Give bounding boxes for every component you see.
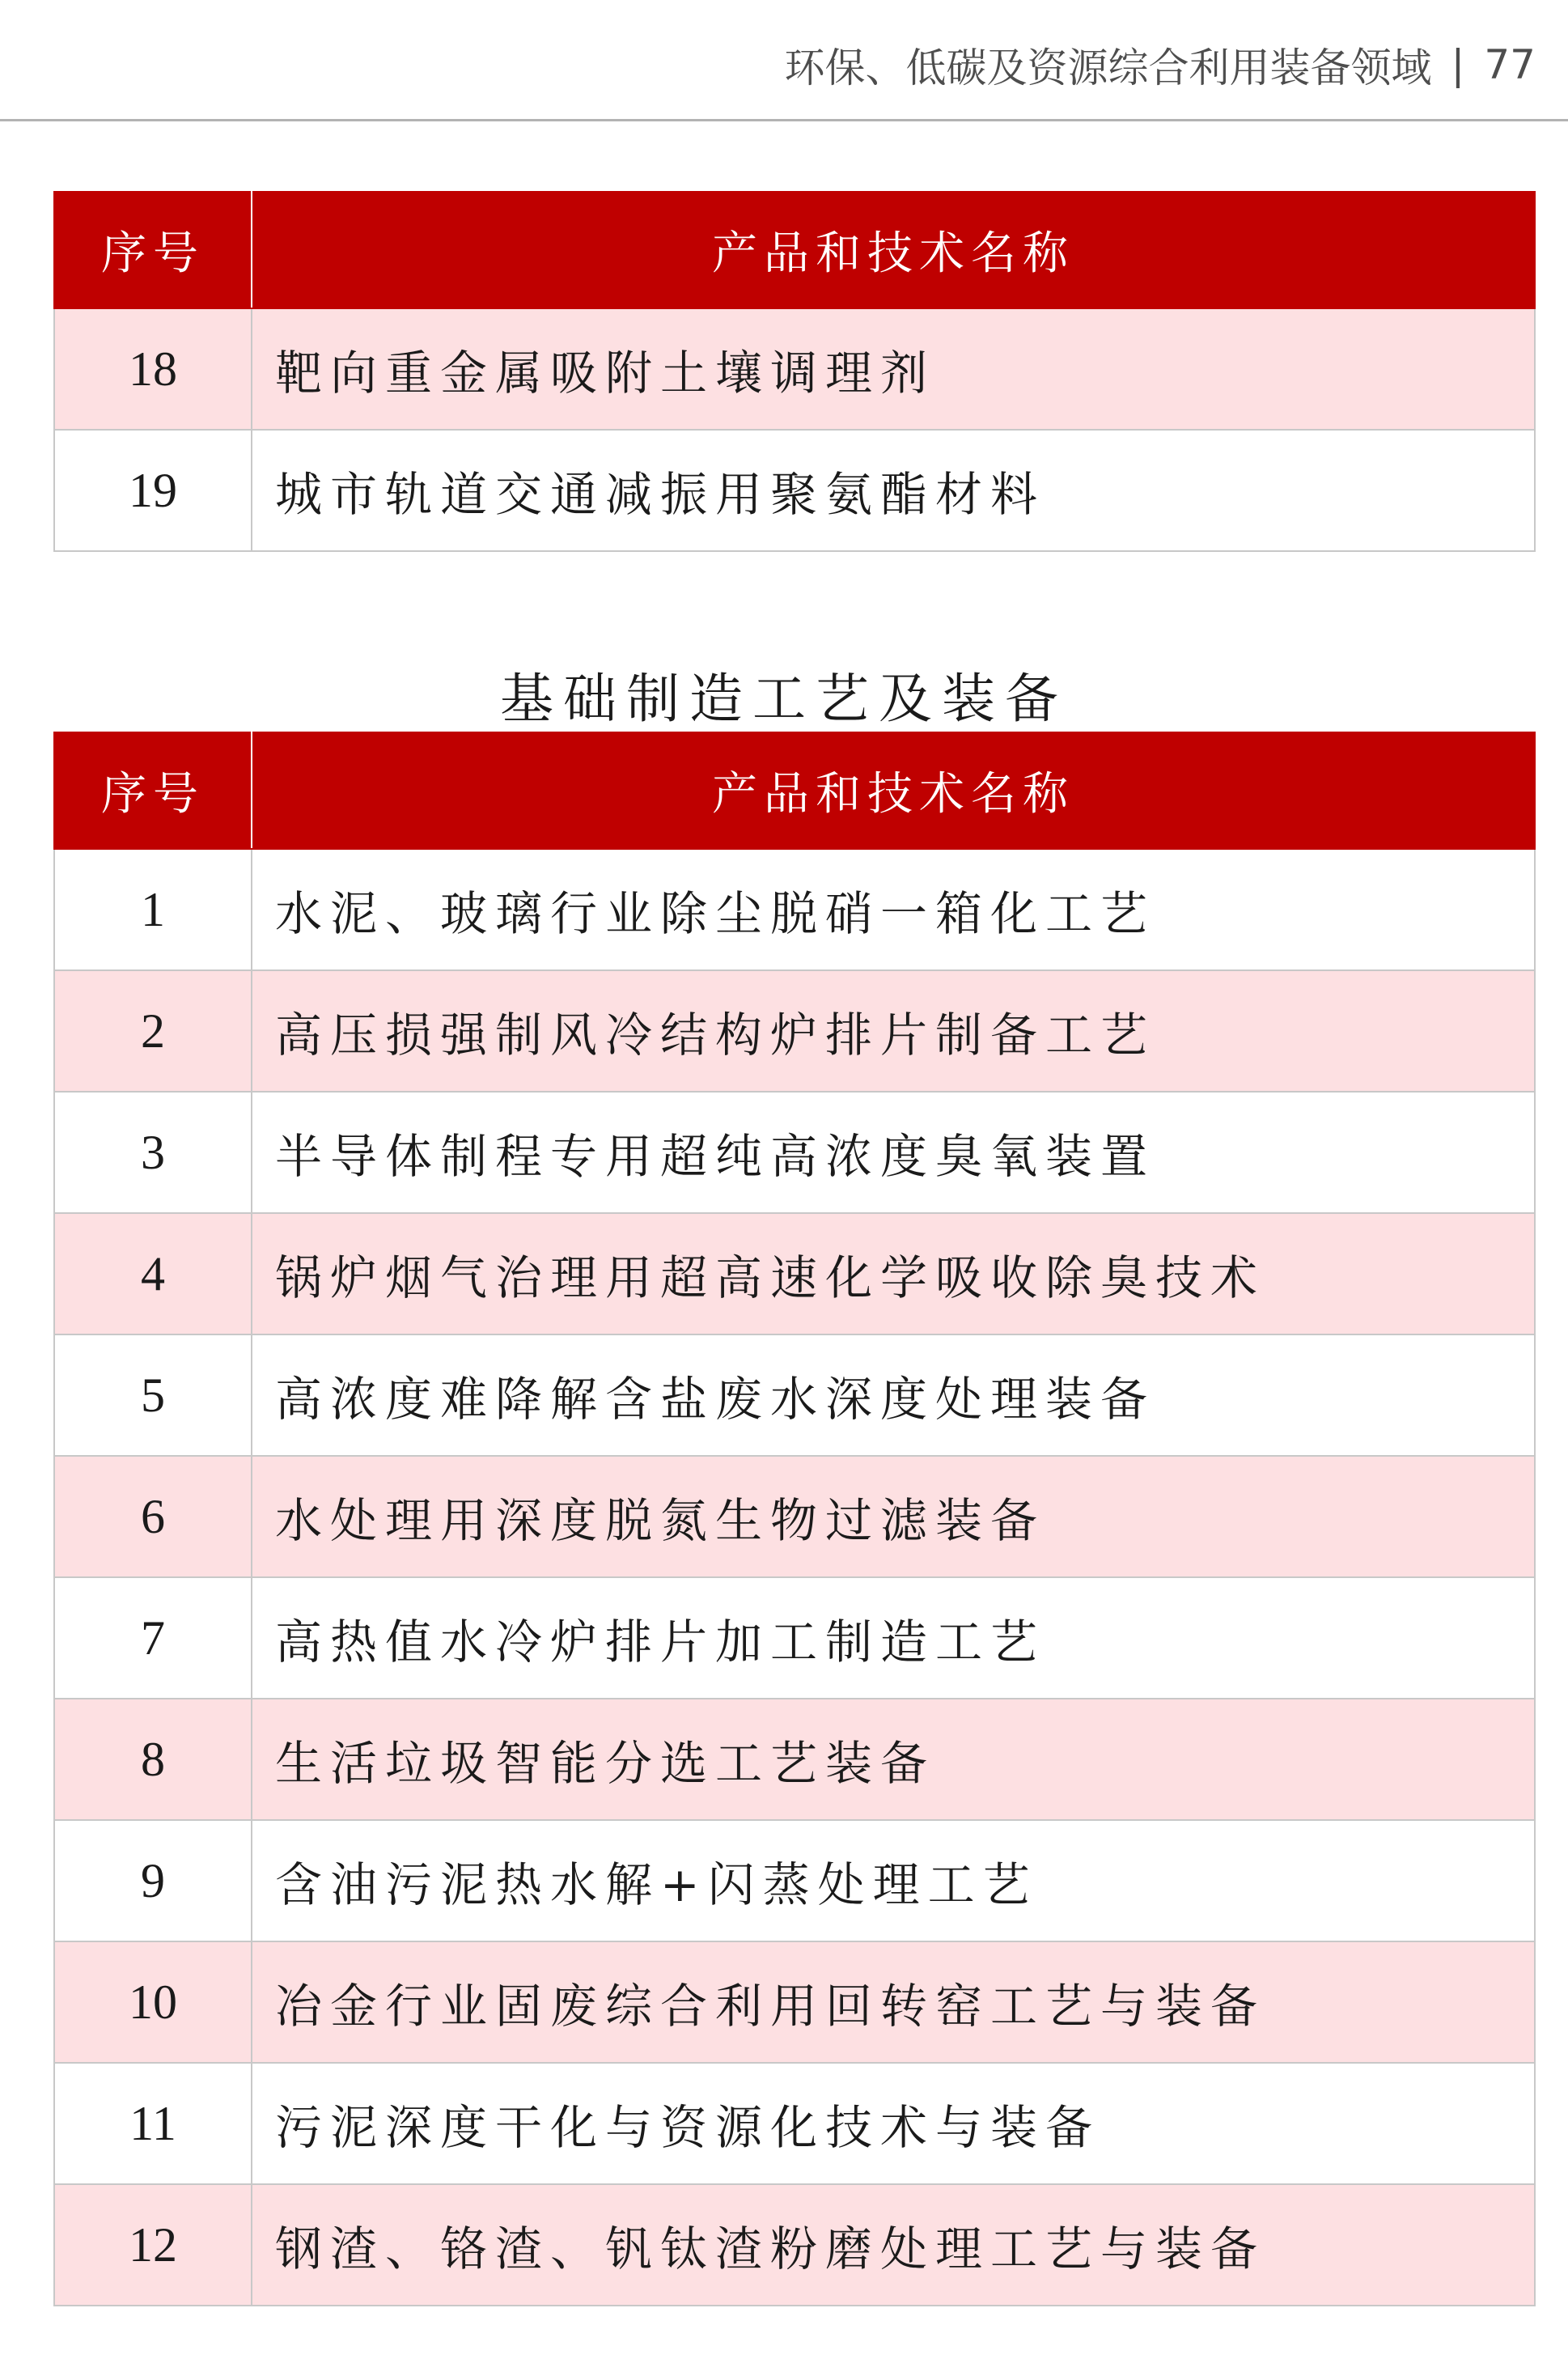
table-continued (53, 191, 1536, 552)
table-row (54, 1699, 1535, 1820)
header-separator: | (1451, 41, 1465, 88)
header-num: 序号 (54, 192, 252, 308)
table-row (54, 1456, 1535, 1577)
table-row (54, 1092, 1535, 1213)
table-row (54, 308, 1535, 430)
row-num: 7 (54, 1577, 252, 1699)
row-num: 1 (54, 849, 252, 970)
row-name: 锅炉烟气治理用超高速化学吸收除臭技术 (252, 1213, 1535, 1334)
table-row (54, 970, 1535, 1092)
row-name: 含油污泥热水解+闪蒸处理工艺 (252, 1820, 1535, 1941)
row-name: 靶向重金属吸附土壤调理剂 (252, 308, 1535, 430)
row-num: 4 (54, 1213, 252, 1334)
header-name: 产品和技术名称 (252, 192, 1535, 308)
header-title: 环保、低碳及资源综合利用装备领域 (784, 45, 1432, 91)
row-num: 8 (54, 1699, 252, 1820)
row-num: 12 (54, 2184, 252, 2306)
table-header-row (54, 732, 1535, 849)
row-name: 钢渣、铬渣、钒钛渣粉磨处理工艺与装备 (252, 2184, 1535, 2306)
row-num: 11 (54, 2063, 252, 2184)
row-name: 水泥、玻璃行业除尘脱硝一箱化工艺 (252, 849, 1535, 970)
row-num: 9 (54, 1820, 252, 1941)
table-row (54, 2184, 1535, 2306)
section-title: 基础制造工艺及装备 (500, 668, 1068, 730)
table-header-row (54, 192, 1535, 308)
row-name: 生活垃圾智能分选工艺装备 (252, 1699, 1535, 1820)
row-num: 2 (54, 970, 252, 1092)
row-name: 高压损强制风冷结构炉排片制备工艺 (252, 970, 1535, 1092)
table-row (54, 1941, 1535, 2063)
page-number: 77 (1484, 41, 1536, 88)
page-header (0, 0, 1568, 121)
table-row (54, 849, 1535, 970)
row-num: 3 (54, 1092, 252, 1213)
row-name: 冶金行业固废综合利用回转窑工艺与装备 (252, 1941, 1535, 2063)
row-name: 水处理用深度脱氮生物过滤装备 (252, 1456, 1535, 1577)
row-num: 19 (54, 430, 252, 551)
row-name: 半导体制程专用超纯高浓度臭氧装置 (252, 1092, 1535, 1213)
row-num: 10 (54, 1941, 252, 2063)
table-manufacturing (53, 732, 1536, 2306)
header-num: 序号 (54, 732, 252, 849)
row-name: 高浓度难降解含盐废水深度处理装备 (252, 1334, 1535, 1456)
header-name: 产品和技术名称 (252, 732, 1535, 849)
table-row (54, 1213, 1535, 1334)
row-num: 18 (54, 308, 252, 430)
table-row (54, 1334, 1535, 1456)
table-row (54, 1820, 1535, 1941)
row-name: 城市轨道交通减振用聚氨酯材料 (252, 430, 1535, 551)
row-name: 污泥深度干化与资源化技术与装备 (252, 2063, 1535, 2184)
table-row (54, 2063, 1535, 2184)
table-row (54, 1577, 1535, 1699)
row-num: 5 (54, 1334, 252, 1456)
row-num: 6 (54, 1456, 252, 1577)
header-text (785, 36, 1536, 94)
table-row (54, 430, 1535, 551)
row-name: 高热值水冷炉排片加工制造工艺 (252, 1577, 1535, 1699)
